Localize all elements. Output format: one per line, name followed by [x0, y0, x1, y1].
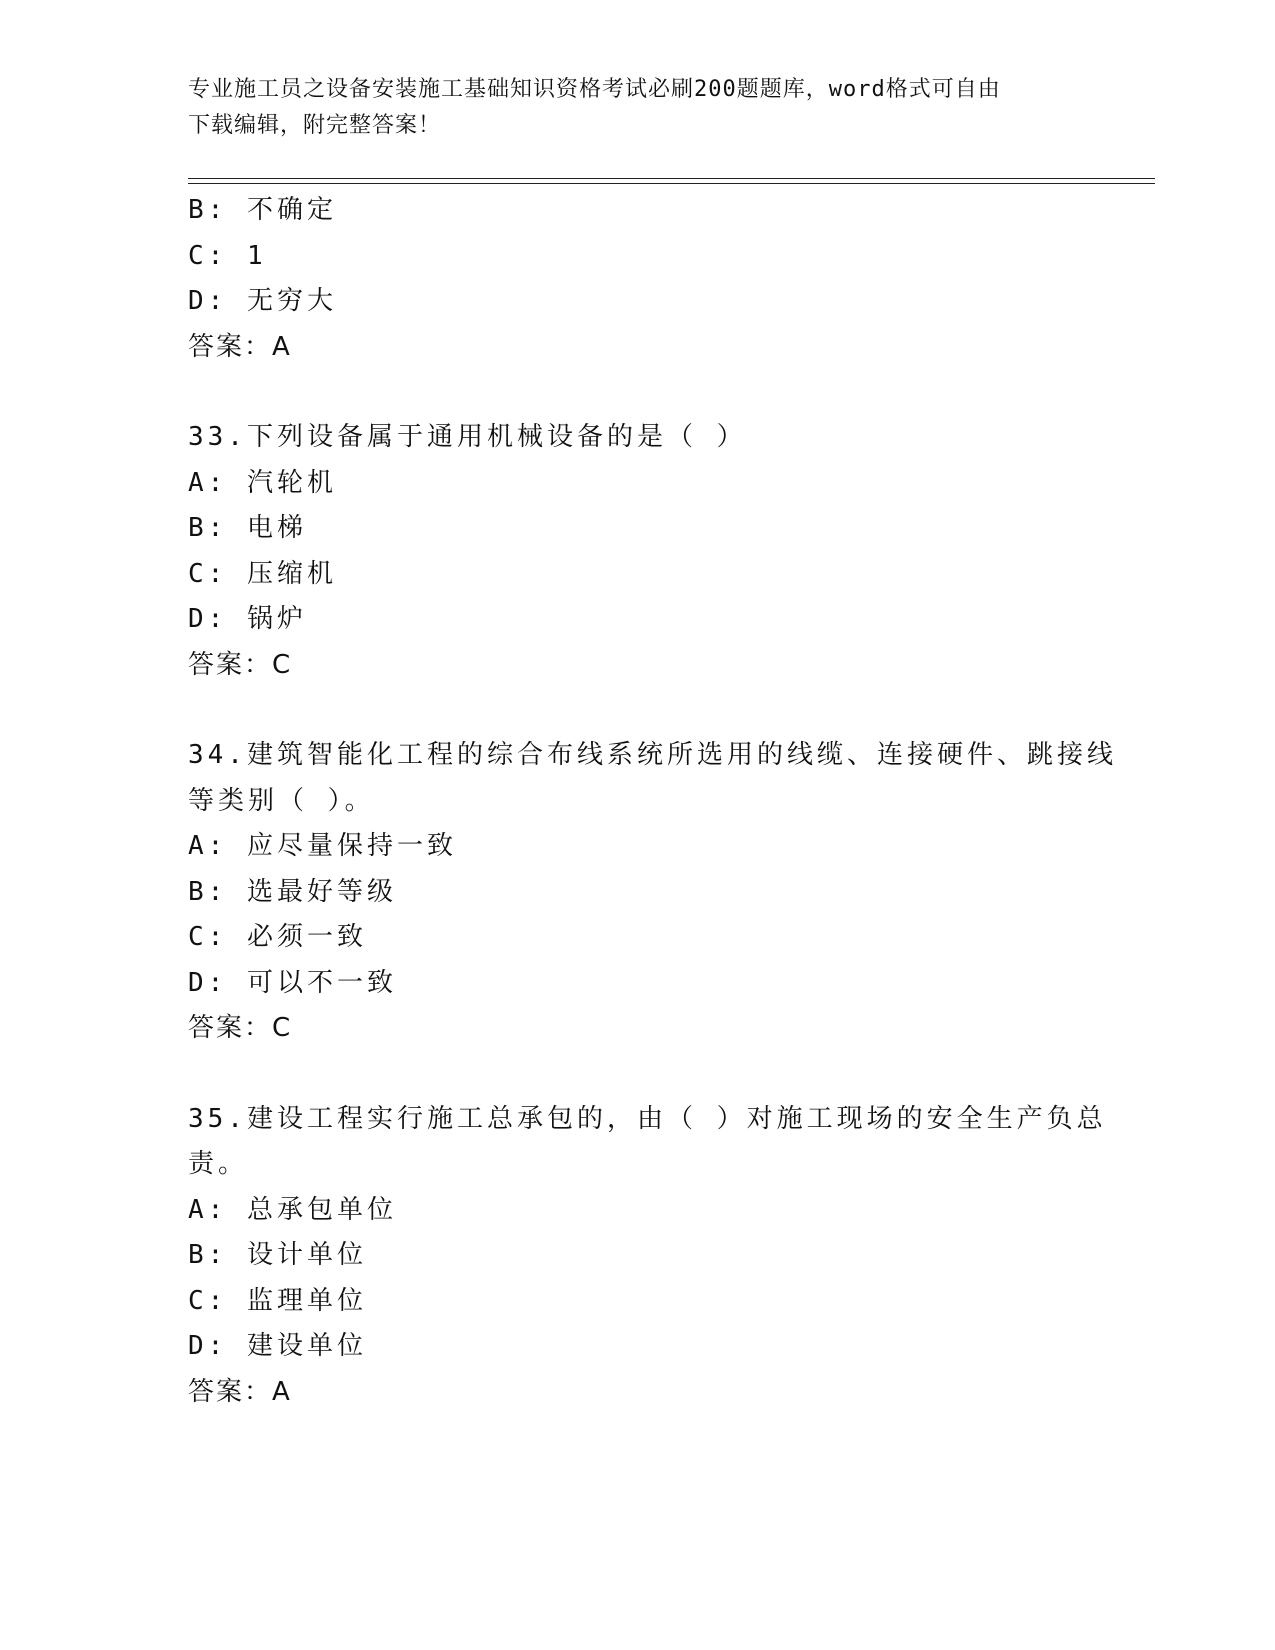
answer-line: 答案：C [188, 649, 293, 680]
option-line: B: 设计单位 [188, 1240, 367, 1270]
answer-line: 答案：A [188, 331, 292, 362]
question-stem: 33.下列设备属于通用机械设备的是（ ） [188, 422, 747, 452]
option-line: A: 总承包单位 [188, 1194, 397, 1225]
question-32-continuation [188, 188, 1088, 370]
header-line-1: 专业施工员之设备安装施工基础知识资格考试必刷200题题库，word格式可自由 [188, 77, 1001, 102]
spacer [188, 1052, 1088, 1097]
option-line: C: 1 [188, 240, 267, 271]
option-line: C: 必须一致 [188, 922, 367, 952]
option-line: A: 汽轮机 [188, 467, 337, 498]
document-header [188, 72, 1088, 144]
header-divider-bottom [188, 183, 1155, 184]
answer-line: 答案：C [188, 1013, 293, 1043]
header-divider-top [188, 178, 1155, 179]
spacer [188, 688, 1088, 733]
question-35 [188, 1097, 1107, 1416]
option-line: C: 压缩机 [188, 558, 337, 589]
option-line: A: 应尽量保持一致 [188, 831, 457, 861]
question-stem: 34.建筑智能化工程的综合布线系统所选用的线缆、连接硬件、跳接线 [188, 740, 1117, 770]
header-line-2: 下载编辑，附完整答案！ [188, 113, 442, 138]
option-line: B: 选最好等级 [188, 876, 397, 907]
question-stem: 35.建设工程实行施工总承包的，由（ ）对施工现场的安全生产负总 [188, 1103, 1107, 1134]
spacer [188, 370, 1088, 415]
option-line: D: 无穷大 [188, 286, 337, 316]
option-line: D: 锅炉 [188, 604, 307, 634]
option-line: B: 电梯 [188, 513, 307, 543]
option-line: B: 不确定 [188, 195, 337, 225]
answer-line: 答案：A [188, 1376, 292, 1407]
question-stem: 责。 [188, 1149, 249, 1179]
option-line: D: 建设单位 [188, 1331, 367, 1361]
question-33 [188, 415, 1088, 688]
option-line: C: 监理单位 [188, 1285, 367, 1316]
document-body [188, 188, 1117, 1415]
question-stem: 等类别（ ）。 [188, 785, 375, 816]
option-line: D: 可以不一致 [188, 967, 397, 998]
question-34 [188, 733, 1117, 1052]
